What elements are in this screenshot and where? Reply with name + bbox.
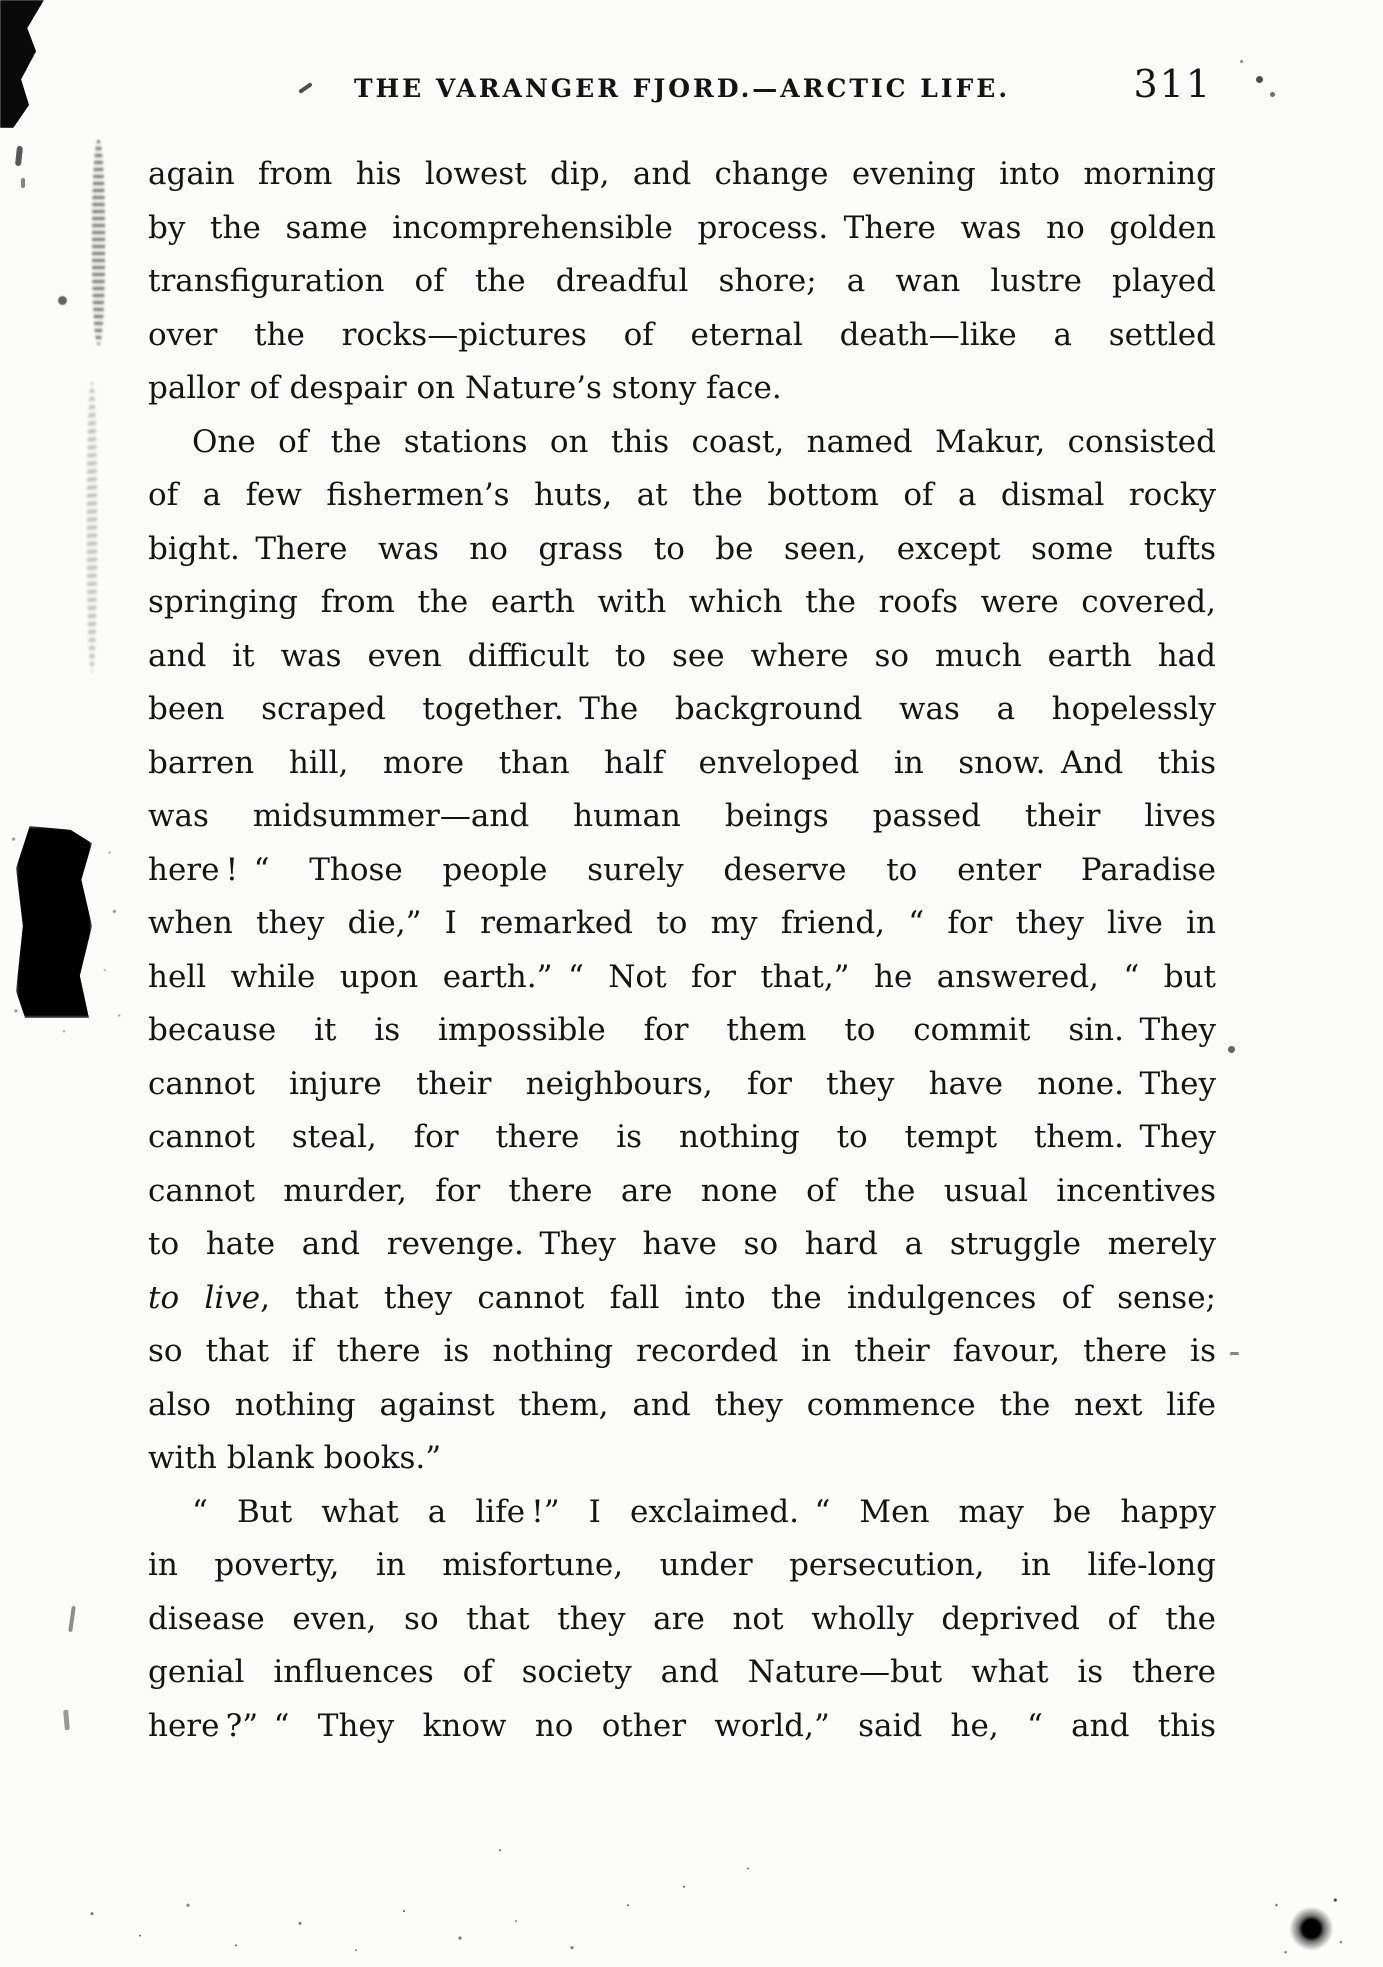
text-segment: been scraped together. The background was a hopelessly: [148, 691, 1216, 727]
text-line: [148, 1432, 1216, 1486]
text-segment: to hate and revenge. They have so hard a struggle merely: [148, 1226, 1216, 1262]
text-line: [148, 683, 1216, 737]
text-line: [148, 202, 1216, 256]
text-line: [148, 148, 1216, 202]
paragraph: [148, 1486, 1216, 1754]
paragraph: [148, 416, 1216, 1486]
scan-artifact-ink-blob-halo: [4, 812, 124, 1038]
text-segment: , that they cannot fall into the indulgences of sense;: [260, 1279, 1216, 1316]
text-segment: here ! “ Those people surely deserve to enter Paradise: [148, 851, 1216, 888]
text-line: [148, 1325, 1216, 1379]
text-segment: by the same incomprehensible process. There was no golden: [148, 209, 1216, 246]
text-line: [148, 1593, 1216, 1647]
text-segment: cannot steal, for there is nothing to tempt them. They: [148, 1119, 1216, 1155]
text-line: [148, 844, 1216, 898]
text-line: [148, 1539, 1216, 1593]
scan-artifact-bottom-right-blob: [1258, 1880, 1350, 1964]
text-segment: so that if there is nothing recorded in their favour, there is: [148, 1333, 1216, 1369]
text-line: [148, 1646, 1216, 1700]
text-segment: springing from the earth with which the roofs were covered,: [148, 584, 1216, 620]
scan-artifact-ink-blob: [16, 826, 92, 1018]
text-segment: hell while upon earth.” “ Not for that,” he answered, “ but: [148, 958, 1216, 995]
text-segment: because it is impossible for them to commit sin. They: [148, 1012, 1216, 1048]
scan-artifact-tick: [15, 146, 23, 167]
scan-artifact-tick: [21, 178, 25, 188]
text-segment: cannot injure their neighbours, for they have none. They: [148, 1065, 1216, 1102]
text-segment: also nothing against them, and they commence the next life: [148, 1386, 1216, 1423]
text-segment: here ?” “ They know no other world,” said he, “ and this: [148, 1707, 1216, 1744]
text-line: [148, 576, 1216, 630]
text-line: [148, 897, 1216, 951]
text-block: [148, 148, 1216, 1753]
text-line: [148, 1165, 1216, 1219]
scan-artifact-tick: [68, 1606, 76, 1632]
scan-artifact-corner-blot: [0, 0, 44, 128]
text-line: [148, 1486, 1216, 1540]
scan-artifact-speck: [1256, 76, 1263, 83]
text-segment: genial influences of society and Nature—but what is there: [148, 1654, 1216, 1690]
text-segment: barren hill, more than half enveloped in snow. And this: [148, 744, 1216, 781]
text-line: [148, 309, 1216, 363]
scan-artifact-speck: [58, 296, 67, 305]
text-segment: “ But what a life !” I exclaimed. “ Men may be happy: [192, 1493, 1216, 1530]
scan-artifact-speck: [1228, 1046, 1235, 1053]
text-line: [148, 1004, 1216, 1058]
text-segment: in poverty, in misfortune, under persecution, in life-long: [148, 1547, 1216, 1583]
text-line: [148, 1700, 1216, 1754]
text-segment: transfiguration of the dreadful shore; a wan lustre played: [148, 263, 1216, 299]
page-header: [148, 60, 1216, 120]
text-segment: pallor of despair on Nature’s stony face.: [148, 370, 782, 406]
text-segment: of a few fishermen’s huts, at the bottom of a dismal rocky: [148, 477, 1216, 513]
text-line: [148, 790, 1216, 844]
text-segment: One of the stations on this coast, named Makur, consisted: [192, 423, 1216, 460]
text-segment: disease even, so that they are not wholly deprived of the: [148, 1600, 1216, 1637]
scan-artifact-speck: [1240, 60, 1243, 63]
text-segment: and it was even difficult to see where so much earth had: [148, 637, 1216, 674]
scan-artifact-speck: [1230, 1352, 1239, 1355]
text-line: [148, 1379, 1216, 1433]
text-segment: again from his lowest dip, and change evening into morning: [148, 156, 1216, 192]
text-segment: over the rocks—pictures of eternal death—like a settled: [148, 316, 1216, 353]
scan-artifact-left-streak: [87, 382, 97, 672]
text-line: [148, 1058, 1216, 1112]
text-segment: was midsummer—and human beings passed their lives: [148, 798, 1216, 834]
paragraph: [148, 148, 1216, 416]
text-line: [148, 1272, 1216, 1326]
text-line: [148, 951, 1216, 1005]
running-head: THE VARANGER FJORD.—ARCTIC LIFE.: [353, 74, 1011, 103]
text-line: [148, 1111, 1216, 1165]
text-segment: bight. There was no grass to be seen, except some tufts: [148, 530, 1216, 567]
italic-text: to live: [148, 1279, 261, 1316]
text-line: [148, 362, 1216, 416]
text-line: [148, 523, 1216, 577]
text-line: [148, 469, 1216, 523]
text-segment: cannot murder, for there are none of the usual incentives: [148, 1172, 1216, 1209]
text-line: [148, 630, 1216, 684]
text-segment: when they die,” I remarked to my friend, “ for they live in: [148, 905, 1216, 941]
text-line: [148, 255, 1216, 309]
scan-artifact-left-streak: [92, 140, 105, 345]
scan-artifact-tick: [63, 1710, 70, 1730]
text-segment: with blank books.”: [148, 1440, 442, 1476]
scan-artifact-bottom-speckles: [60, 1838, 860, 1960]
text-line: [148, 1218, 1216, 1272]
text-line: [148, 737, 1216, 791]
scan-artifact-speck: [1270, 92, 1275, 97]
text-line: [148, 416, 1216, 470]
page-number: 311: [1133, 62, 1212, 106]
